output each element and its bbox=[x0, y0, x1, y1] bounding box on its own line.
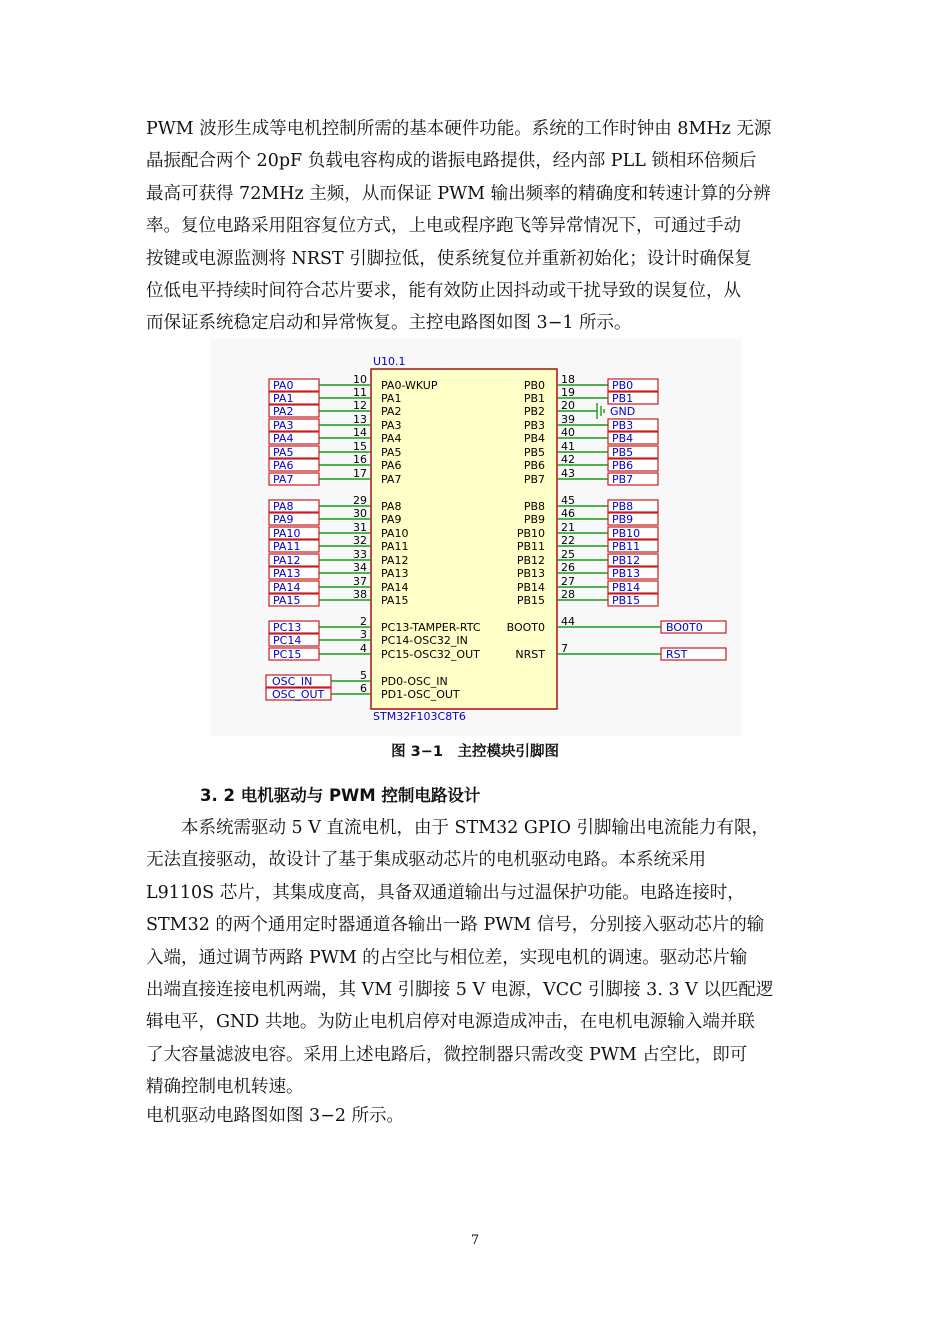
pin-name: PB6 bbox=[523, 459, 545, 472]
net-label: PC14 bbox=[273, 634, 302, 647]
pin-number: 45 bbox=[561, 494, 575, 507]
pin-number: 7 bbox=[561, 642, 568, 655]
pin-number: 42 bbox=[561, 453, 575, 466]
net-label: GND bbox=[610, 405, 636, 418]
pin-number: 6 bbox=[360, 682, 367, 695]
pin-number: 20 bbox=[561, 399, 575, 412]
net-label: PA10 bbox=[273, 527, 301, 540]
net-label: PC13 bbox=[273, 621, 302, 634]
pin-number: 31 bbox=[353, 521, 367, 534]
pin-name: PA3 bbox=[381, 419, 402, 432]
pin-name: PA9 bbox=[381, 513, 402, 526]
pin-number: 18 bbox=[561, 373, 575, 386]
text-line: 本系统需驱动 5 V 直流电机，由于 STM32 GPIO 引脚输出电流能力有限， bbox=[181, 818, 770, 838]
pin-name: PA13 bbox=[381, 567, 409, 580]
pin-number: 21 bbox=[561, 521, 575, 534]
pin-number: 14 bbox=[353, 426, 367, 439]
net-label: PA7 bbox=[273, 473, 294, 486]
pin-number: 41 bbox=[561, 440, 575, 453]
pin-name: PB2 bbox=[523, 405, 545, 418]
net-label: PB11 bbox=[612, 540, 641, 553]
pin-number: 4 bbox=[360, 642, 367, 655]
pin-number: 3 bbox=[360, 628, 367, 641]
pin-name: PA12 bbox=[381, 554, 409, 567]
text-line: 按键或电源监测将 NRST 引脚拉低，使系统复位并重新初始化；设计时确保复 bbox=[146, 248, 752, 269]
net-label: PA15 bbox=[273, 594, 301, 607]
pin-name: PB3 bbox=[523, 419, 545, 432]
pin-number: 29 bbox=[353, 494, 367, 507]
pin-name: PB4 bbox=[523, 432, 545, 445]
pin-number: 17 bbox=[353, 467, 367, 480]
pin-name: PA11 bbox=[381, 540, 409, 553]
net-label: PA9 bbox=[273, 513, 294, 526]
pin-number: 15 bbox=[353, 440, 367, 453]
pin-number: 46 bbox=[561, 507, 575, 520]
pin-name: PB1 bbox=[523, 392, 545, 405]
pin-number: 44 bbox=[561, 615, 575, 628]
text-line: 了大容量滤波电容。采用上述电路后，微控制器只需改变 PWM 占空比，即可 bbox=[146, 1044, 748, 1065]
chip-designator: U10.1 bbox=[373, 355, 406, 368]
pin-name: NRST bbox=[515, 648, 545, 661]
net-label: PA0 bbox=[273, 379, 294, 392]
pin-name: PB0 bbox=[523, 379, 545, 392]
net-label: PB14 bbox=[612, 581, 641, 594]
pin-name: PD1-OSC_OUT bbox=[381, 688, 460, 701]
pin-number: 37 bbox=[353, 575, 367, 588]
pin-name: PB8 bbox=[523, 500, 545, 513]
net-label: PC15 bbox=[273, 648, 302, 661]
pin-name: PD0-OSC_IN bbox=[381, 675, 448, 688]
pin-name: PA10 bbox=[381, 527, 409, 540]
pin-number: 27 bbox=[561, 575, 575, 588]
pin-name: PA2 bbox=[381, 405, 402, 418]
text-line: PWM 波形生成等电机控制所需的基本硬件功能。系统的工作时钟由 8MHz 无源 bbox=[146, 119, 772, 139]
net-label: PB8 bbox=[612, 500, 634, 513]
text-line: 电机驱动电路图如图 3−2 所示。 bbox=[146, 1106, 405, 1126]
text-line: 位低电平持续时间符合芯片要求，能有效防止因抖动或干扰导致的误复位，从 bbox=[146, 281, 741, 302]
pin-number: 2 bbox=[360, 615, 367, 628]
pin-number: 33 bbox=[353, 548, 367, 561]
page-number: 7 bbox=[470, 1233, 480, 1248]
schematic-figure bbox=[211, 339, 741, 736]
chip-part-number: STM32F103C8T6 bbox=[373, 710, 466, 723]
paragraph-motor-driver bbox=[146, 812, 806, 1104]
net-label: PB0 bbox=[612, 379, 634, 392]
pin-name: PB9 bbox=[523, 513, 545, 526]
paragraph-main-control bbox=[146, 113, 806, 340]
pin-number: 25 bbox=[561, 548, 575, 561]
net-label: PB4 bbox=[612, 432, 634, 445]
text-line: 精确控制电机转速。 bbox=[146, 1077, 304, 1098]
net-label: PA1 bbox=[273, 392, 294, 405]
net-label: PB12 bbox=[612, 554, 641, 567]
text-line: STM32 的两个通用定时器通道各输出一路 PWM 信号，分别接入驱动芯片的输 bbox=[146, 915, 765, 936]
pin-number: 13 bbox=[353, 413, 367, 426]
pin-name: PA6 bbox=[381, 459, 402, 472]
schematic-diagram bbox=[211, 339, 741, 736]
net-label: OSC_OUT bbox=[272, 688, 325, 701]
pin-name: PA8 bbox=[381, 500, 402, 513]
pin-name: PA4 bbox=[381, 432, 402, 445]
pin-number: 16 bbox=[353, 453, 367, 466]
text-line: 入端，通过调节两路 PWM 的占空比与相位差，实现电机的调速。驱动芯片输 bbox=[146, 947, 748, 968]
text-line: 率。复位电路采用阻容复位方式，上电或程序跑飞等异常情况下，可通过手动 bbox=[146, 216, 741, 237]
net-label: PA8 bbox=[273, 500, 294, 513]
net-label: PB13 bbox=[612, 567, 641, 580]
pin-name: PB15 bbox=[516, 594, 545, 607]
net-label: PA6 bbox=[273, 459, 294, 472]
text-line: L9110S 芯片，其集成度高，具备双通道输出与过温保护功能。电路连接时， bbox=[146, 882, 745, 903]
pin-name: PC15-OSC32_OUT bbox=[381, 648, 480, 661]
net-label: PA4 bbox=[273, 432, 294, 445]
pin-number: 30 bbox=[353, 507, 367, 520]
net-label: PB6 bbox=[612, 459, 634, 472]
net-label: PB1 bbox=[612, 392, 634, 405]
pin-name: PB12 bbox=[516, 554, 545, 567]
pin-name: PB10 bbox=[516, 527, 545, 540]
text-line: 晶振配合两个 20pF 负载电容构成的谐振电路提供，经内部 PLL 锁相环倍频后 bbox=[146, 151, 757, 172]
net-label: PB9 bbox=[612, 513, 634, 526]
text-line: 最高可获得 72MHz 主频，从而保证 PWM 输出频率的精确度和转速计算的分辨 bbox=[146, 183, 771, 204]
pin-name: PB13 bbox=[516, 567, 545, 580]
text-line: 出端直接连接电机两端，其 VM 引脚接 5 V 电源，VCC 引脚接 3. 3 V 以匹配逻 bbox=[146, 980, 774, 1001]
text-line: 辑电平，GND 共地。为防止电机启停对电源造成冲击，在电机电源输入端并联 bbox=[146, 1012, 755, 1033]
net-label: RST bbox=[666, 648, 688, 661]
pin-name: PB7 bbox=[523, 473, 545, 486]
pin-name: PB14 bbox=[516, 581, 545, 594]
pin-name: PB11 bbox=[516, 540, 545, 553]
net-label: PB5 bbox=[612, 446, 634, 459]
pin-name: PA0-WKUP bbox=[381, 379, 438, 392]
text-line: 无法直接驱动，故设计了基于集成驱动芯片的电机驱动电路。本系统采用 bbox=[146, 850, 706, 871]
pin-number: 34 bbox=[353, 561, 367, 574]
net-label: PB3 bbox=[612, 419, 634, 432]
pin-name: PC13-TAMPER-RTC bbox=[381, 621, 481, 634]
pin-number: 40 bbox=[561, 426, 575, 439]
pin-name: PA5 bbox=[381, 446, 402, 459]
pin-name: PA15 bbox=[381, 594, 409, 607]
text-line: 而保证系统稳定启动和异常恢复。主控电路图如图 3−1 所示。 bbox=[146, 313, 632, 334]
pin-number: 32 bbox=[353, 534, 367, 547]
net-label: PB15 bbox=[612, 594, 641, 607]
net-label: PA3 bbox=[273, 419, 294, 432]
pin-name: PC14-OSC32_IN bbox=[381, 634, 468, 647]
net-label: PA12 bbox=[273, 554, 301, 567]
net-label: PB10 bbox=[612, 527, 641, 540]
pin-number: 10 bbox=[353, 373, 367, 386]
net-label: BO0T0 bbox=[666, 621, 703, 634]
net-label: PA13 bbox=[273, 567, 301, 580]
pin-number: 12 bbox=[353, 399, 367, 412]
net-label: OSC_IN bbox=[272, 675, 313, 688]
net-label: PA11 bbox=[273, 540, 301, 553]
pin-name: PA1 bbox=[381, 392, 402, 405]
pin-number: 38 bbox=[353, 588, 367, 601]
net-label: PA14 bbox=[273, 581, 301, 594]
pin-number: 11 bbox=[353, 386, 367, 399]
pin-number: 22 bbox=[561, 534, 575, 547]
paragraph-figure-ref bbox=[146, 1100, 806, 1132]
net-label: PB7 bbox=[612, 473, 634, 486]
pin-name: PB5 bbox=[523, 446, 545, 459]
pin-name: PA14 bbox=[381, 581, 409, 594]
pin-number: 39 bbox=[561, 413, 575, 426]
pin-number: 26 bbox=[561, 561, 575, 574]
pin-number: 5 bbox=[360, 669, 367, 682]
pin-number: 43 bbox=[561, 467, 575, 480]
section-heading: 3. 2 电机驱动与 PWM 控制电路设计 bbox=[200, 786, 481, 805]
net-label: PA2 bbox=[273, 405, 294, 418]
net-label: PA5 bbox=[273, 446, 294, 459]
pin-name: PA7 bbox=[381, 473, 402, 486]
pin-number: 28 bbox=[561, 588, 575, 601]
pin-name: BOOT0 bbox=[506, 621, 545, 634]
figure-caption: 图 3−1 主控模块引脚图 bbox=[391, 744, 559, 760]
pin-number: 19 bbox=[561, 386, 575, 399]
